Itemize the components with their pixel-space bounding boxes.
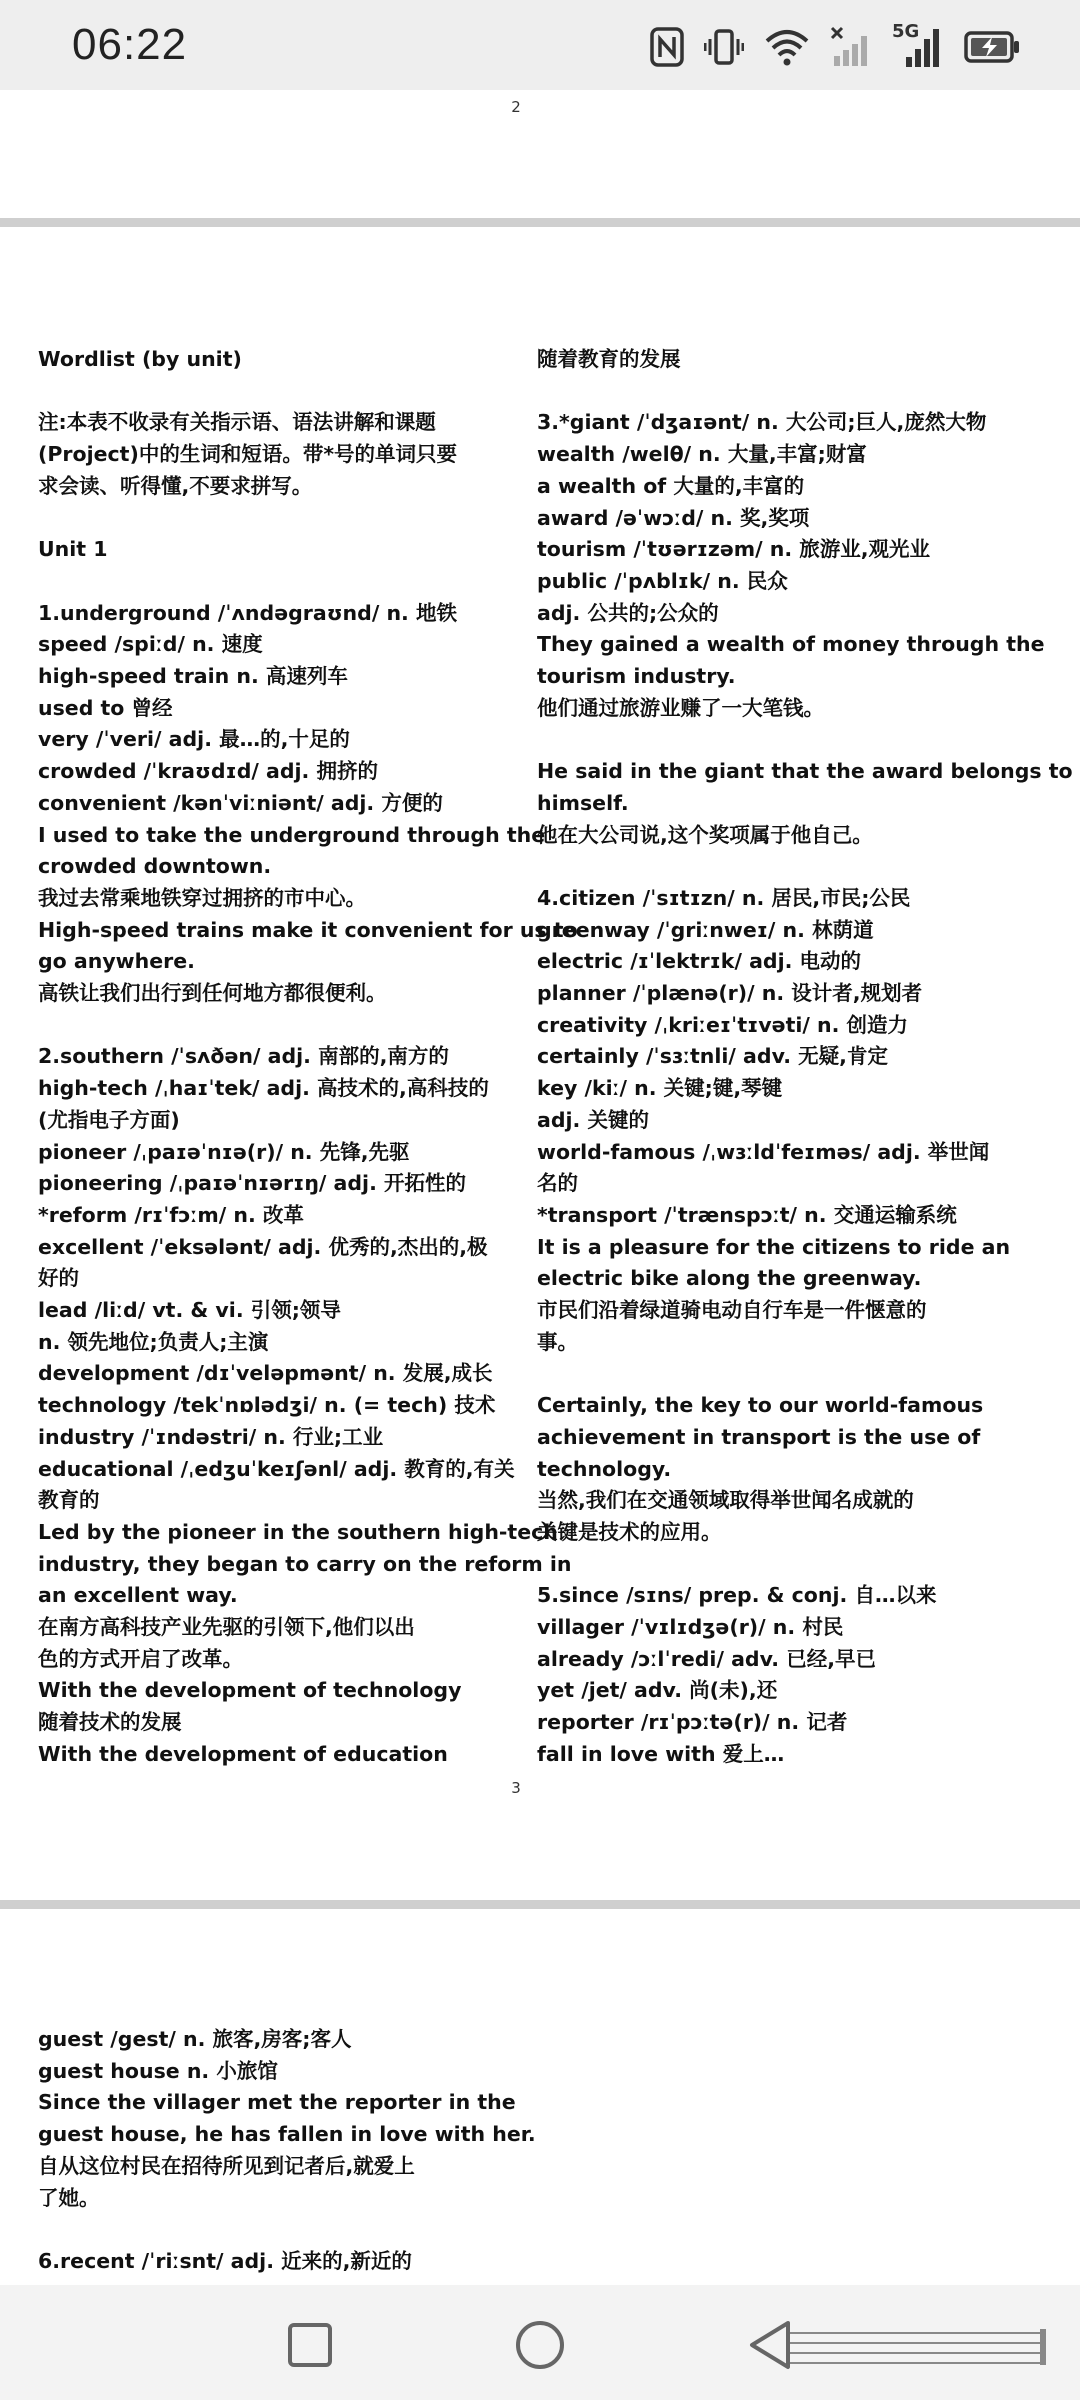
- nfc-icon: [650, 27, 684, 67]
- text-line: 随着技术的发展: [38, 1710, 182, 1735]
- text-line: go anywhere.: [38, 949, 195, 974]
- text-line: development /dɪˈveləpmənt/ n. 发展,成长: [38, 1361, 493, 1386]
- page4-column: [38, 2024, 536, 2278]
- text-line: tourism /ˈtʊərɪzəm/ n. 旅游业,观光业: [537, 537, 931, 562]
- text-line: yet /jet/ adv. 尚(未),还: [537, 1678, 778, 1703]
- text-line: 关键是技术的应用。: [537, 1519, 722, 1544]
- navigation-bar: [0, 2285, 1080, 2400]
- text-line: industry /ˈɪndəstri/ n. 行业;工业: [38, 1424, 384, 1449]
- text-line: 当然,我们在交通领域取得举世闻名成就的: [537, 1488, 914, 1513]
- text-line: [38, 566, 493, 598]
- text-line: educational /ˌedʒuˈkeɪʃənl/ adj. 教育的,有关: [38, 1456, 515, 1481]
- text-line: 高铁让我们出行到任何地方都很便利。: [38, 981, 387, 1006]
- text-line: high-tech /ˌhaɪˈtek/ adj. 高技术的,高科技的: [38, 1076, 489, 1101]
- status-bar: [0, 0, 1080, 90]
- text-line: It is a pleasure for the citizens to ride an: [537, 1234, 1011, 1259]
- text-line: creativity /ˌkriːeɪˈtɪvəti/ n. 创造力: [537, 1012, 909, 1037]
- network-type-label: 5G: [892, 21, 920, 42]
- text-line: 1.underground /ˈʌndəgraʊnd/ n. 地铁: [38, 600, 457, 625]
- text-line: a wealth of 大量的,丰富的: [537, 473, 805, 498]
- text-line: High-speed trains make it convenient for us to: [38, 917, 578, 942]
- battery-charging-icon: [964, 31, 1020, 63]
- vibrate-icon: [704, 27, 744, 67]
- text-line: key /kiː/ n. 关键;键,琴键: [537, 1076, 783, 1101]
- page-number: 2: [511, 98, 521, 116]
- status-icons: [650, 22, 1020, 72]
- text-line: 求会读、听得懂,不要求拼写。: [38, 473, 313, 498]
- text-line: *transport /ˈtrænspɔːt/ n. 交通运输系统: [537, 1202, 957, 1227]
- text-line: guest house n. 小旅馆: [38, 2058, 278, 2083]
- text-line: fall in love with 爱上…: [537, 1741, 785, 1766]
- menu-lines-icon: [790, 2327, 1050, 2367]
- text-line: electric bike along the greenway.: [537, 1266, 922, 1291]
- text-line: technology.: [537, 1456, 672, 1481]
- text-line: 4.citizen /ˈsɪtɪzn/ n. 居民,市民;公民: [537, 885, 911, 910]
- text-line: 我过去常乘地铁穿过拥挤的市中心。: [38, 885, 366, 910]
- text-line: [38, 2214, 493, 2246]
- text-line: 2.southern /ˈsʌðən/ adj. 南部的,南方的: [38, 1044, 449, 1069]
- text-line: public /ˈpʌblɪk/ n. 民众: [537, 568, 788, 593]
- text-line: He said in the giant that the award belongs to: [537, 759, 1073, 784]
- text-line: an excellent way.: [38, 1583, 238, 1608]
- text-line: convenient /kənˈviːniənt/ adj. 方便的: [38, 790, 443, 815]
- 5g-signal-icon: [892, 21, 944, 69]
- clock: 06:22: [72, 20, 188, 69]
- text-line: (尤指电子方面): [38, 1107, 180, 1132]
- text-line: crowded downtown.: [38, 854, 272, 879]
- text-line: *reform /rɪˈfɔːm/ n. 改革: [38, 1202, 304, 1227]
- text-line: 色的方式开启了改革。: [38, 1646, 243, 1671]
- text-line: [537, 1358, 992, 1390]
- text-line: speed /spiːd/ n. 速度: [38, 632, 263, 657]
- text-line: 随着教育的发展: [537, 347, 681, 371]
- text-line: 在南方高科技产业先驱的引领下,他们以出: [38, 1615, 415, 1640]
- text-line: guest /gest/ n. 旅客,房客;客人: [38, 2027, 352, 2051]
- page-divider: [0, 218, 1080, 227]
- text-line: high-speed train n. 高速列车: [38, 663, 348, 688]
- text-line: wealth /welθ/ n. 大量,丰富;财富: [537, 442, 867, 467]
- text-line: [537, 376, 992, 408]
- text-line: 了她。: [38, 2185, 100, 2210]
- page-number: 3: [511, 1779, 521, 1797]
- text-line: greenway /ˈgriːnweɪ/ n. 林荫道: [537, 917, 874, 942]
- text-line: 3.*giant /ˈdʒaɪənt/ n. 大公司;巨人,庞然大物: [537, 410, 987, 435]
- text-line: certainly /ˈsɜːtnli/ adv. 无疑,肯定: [537, 1044, 888, 1069]
- text-line: 好的: [38, 1266, 79, 1291]
- text-line: excellent /ˈeksələnt/ adj. 优秀的,杰出的,极: [38, 1234, 488, 1259]
- text-line: guest house, he has fallen in love with her.: [38, 2122, 536, 2147]
- text-line: pioneer /ˌpaɪəˈnɪə(r)/ n. 先锋,先驱: [38, 1139, 410, 1164]
- text-line: They gained a wealth of money through the: [537, 632, 1045, 657]
- right-column: [537, 344, 1073, 1771]
- text-line: [537, 1549, 992, 1581]
- text-line: planner /ˈplænə(r)/ n. 设计者,规划者: [537, 981, 923, 1006]
- text-line: 6.recent /ˈriːsnt/ adj. 近来的,新近的: [38, 2248, 412, 2273]
- home-button[interactable]: [510, 2315, 570, 2375]
- text-line: used to 曾经: [38, 695, 173, 720]
- text-line: [537, 851, 992, 883]
- text-line: Unit 1: [38, 537, 108, 562]
- text-line: very /ˈveri/ adj. 最…的,十足的: [38, 727, 350, 752]
- text-line: villager /ˈvɪlɪdʒə(r)/ n. 村民: [537, 1615, 844, 1640]
- text-line: (Project)中的生词和短语。带*号的单词只要: [38, 442, 458, 467]
- text-line: achievement in transport is the use of: [537, 1424, 981, 1449]
- text-line: [537, 724, 992, 756]
- text-line: award /əˈwɔːd/ n. 奖,奖项: [537, 505, 810, 530]
- wifi-icon: [764, 27, 810, 67]
- text-line: n. 领先地位;负责人;主演: [38, 1329, 269, 1354]
- text-line: I used to take the underground through the: [38, 822, 546, 847]
- text-line: [38, 1010, 493, 1042]
- text-line: 注:本表不收录有关指示语、语法讲解和课题: [38, 410, 436, 435]
- text-line: [38, 376, 493, 408]
- text-line: 他们通过旅游业赚了一大笔钱。: [537, 695, 824, 720]
- text-line: [38, 503, 493, 535]
- text-line: 5.since /sɪns/ prep. & conj. 自…以来: [537, 1583, 937, 1608]
- text-line: Certainly, the key to our world-famous: [537, 1393, 984, 1418]
- text-line: pioneering /ˌpaɪəˈnɪərɪŋ/ adj. 开拓性的: [38, 1171, 467, 1196]
- text-line: world-famous /ˌwɜːldˈfeɪməs/ adj. 举世闻: [537, 1139, 990, 1164]
- text-line: technology /tekˈnɒlədʒi/ n. (= tech) 技术: [38, 1393, 496, 1418]
- no-signal-icon: [830, 26, 872, 68]
- text-line: himself.: [537, 790, 629, 815]
- text-line: Led by the pioneer in the southern high-tech: [38, 1519, 558, 1544]
- text-line: 市民们沿着绿道骑电动自行车是一件惬意的: [537, 1298, 927, 1323]
- text-line: crowded /ˈkraʊdɪd/ adj. 拥挤的: [38, 759, 378, 784]
- text-line: reporter /rɪˈpɔːtə(r)/ n. 记者: [537, 1710, 848, 1735]
- text-line: 他在大公司说,这个奖项属于他自己。: [537, 822, 873, 847]
- text-line: industry, they began to carry on the reform in: [38, 1551, 572, 1576]
- text-line: 名的: [537, 1171, 578, 1196]
- text-line: adj. 公共的;公众的: [537, 600, 719, 625]
- text-line: tourism industry.: [537, 664, 736, 689]
- text-line: With the development of technology: [38, 1678, 462, 1703]
- text-line: 事。: [537, 1329, 578, 1354]
- page-divider: [0, 1900, 1080, 1909]
- text-line: adj. 关键的: [537, 1107, 649, 1132]
- text-line: Wordlist (by unit): [38, 347, 242, 371]
- text-line: already /ɔːlˈredi/ adv. 已经,早已: [537, 1646, 876, 1671]
- text-line: 教育的: [38, 1488, 100, 1513]
- recent-apps-button[interactable]: [280, 2315, 340, 2375]
- text-line: Since the villager met the reporter in the: [38, 2090, 516, 2115]
- text-line: lead /liːd/ vt. & vi. 引领;领导: [38, 1298, 341, 1323]
- text-line: With the development of education: [38, 1741, 448, 1766]
- text-line: electric /ɪˈlektrɪk/ adj. 电动的: [537, 949, 862, 974]
- text-line: 自从这位村民在招待所见到记者后,就爱上: [38, 2153, 415, 2178]
